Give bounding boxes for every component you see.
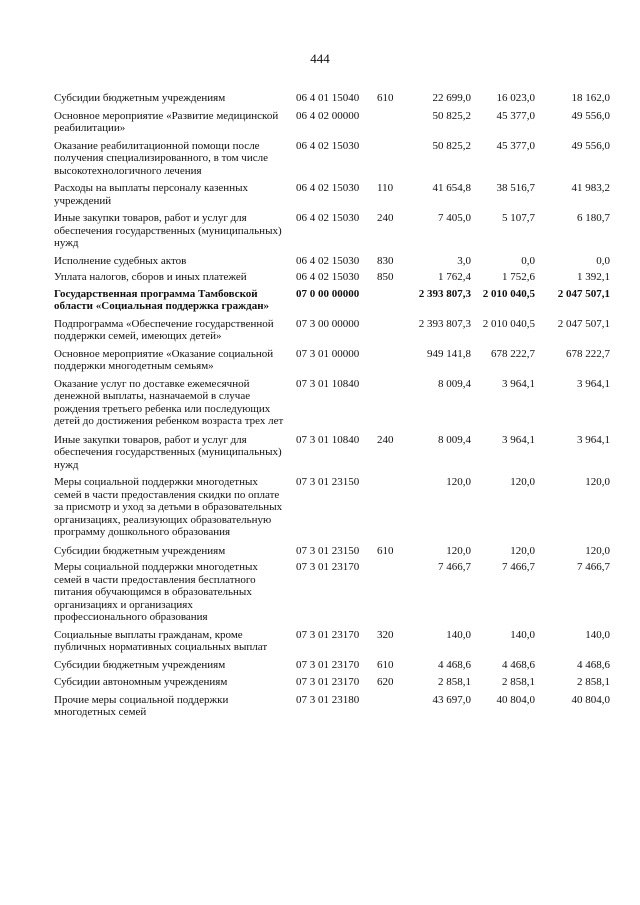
- page-number: 444: [310, 51, 330, 66]
- row-amount-1: 43 697,0: [432, 693, 471, 706]
- row-amount-3: 3 964,1: [577, 433, 610, 446]
- row-amount-1: 41 654,8: [432, 182, 471, 194]
- row-expense-type: 240: [377, 212, 394, 224]
- row-expense-type: 850: [377, 271, 394, 283]
- row-amount-1: 2 393 807,3: [418, 287, 471, 300]
- row-amount-3: 7 466,7: [577, 561, 610, 573]
- row-amount-1: 4 468,6: [438, 658, 471, 671]
- row-name: Иные закупки товаров, работ и услуг для обеспечения государственных (муниципальных) нужд: [54, 433, 282, 471]
- row-expense-type: 610: [377, 92, 394, 104]
- row-code: 07 3 01 23170: [296, 658, 360, 671]
- table-row: [54, 140, 614, 178]
- row-amount-1: 8 009,4: [438, 377, 471, 390]
- row-amount-2: 120,0: [510, 544, 535, 557]
- row-amount-1: 3,0: [457, 254, 471, 267]
- table-row: [54, 545, 614, 558]
- row-amount-3: 0,0: [596, 254, 610, 267]
- row-amount-3: 120,0: [585, 476, 610, 488]
- row-name: Субсидии бюджетным учреждениям: [54, 92, 226, 104]
- row-amount-3: 140,0: [585, 628, 610, 641]
- row-name: Социальные выплаты гражданам, кроме публичных нормативных социальных выплат: [54, 628, 268, 653]
- budget-table: [54, 88, 614, 719]
- row-code: 07 3 01 23170: [296, 561, 360, 573]
- row-name: Уплата налогов, сборов и иных платежей: [54, 271, 247, 283]
- row-code: 07 3 01 00000: [296, 347, 360, 360]
- table-row: [54, 348, 614, 373]
- row-code: 07 3 00 00000: [296, 317, 360, 330]
- row-code: 06 4 02 15030: [296, 254, 360, 267]
- row-expense-type: 320: [377, 628, 394, 641]
- row-amount-2: 140,0: [510, 628, 535, 641]
- table-row: [54, 110, 614, 135]
- row-code: 06 4 01 15040: [296, 92, 360, 104]
- table-row: [54, 255, 614, 268]
- row-amount-2: 4 468,6: [502, 658, 535, 671]
- row-amount-3: 678 222,7: [566, 347, 610, 360]
- row-amount-2: 2 010 040,5: [482, 287, 535, 300]
- table-row: [54, 288, 614, 313]
- table-row: [54, 694, 614, 719]
- row-amount-2: 2 010 040,5: [482, 317, 535, 330]
- row-code: 06 4 02 15030: [296, 212, 360, 224]
- table-row: [54, 318, 614, 343]
- row-code: 07 3 01 23150: [296, 476, 360, 488]
- row-amount-1: 50 825,2: [432, 139, 471, 152]
- row-name: Оказание реабилитационной помощи после получения специализированного, в том числе высокотехнологичного лечения: [54, 139, 268, 177]
- row-code: 07 3 01 10840: [296, 377, 360, 390]
- row-code: 07 3 01 23150: [296, 544, 360, 557]
- row-amount-3: 6 180,7: [577, 212, 610, 224]
- row-amount-2: 2 858,1: [502, 676, 535, 688]
- table-row: [54, 182, 614, 207]
- row-name: Субсидии автономным учреждениям: [54, 676, 228, 688]
- row-code: 06 4 02 15030: [296, 271, 360, 283]
- row-amount-2: 40 804,0: [496, 693, 535, 706]
- row-expense-type: 830: [377, 254, 394, 267]
- row-amount-1: 22 699,0: [432, 92, 471, 104]
- row-amount-2: 16 023,0: [496, 92, 535, 104]
- row-name: Подпрограмма «Обеспечение государственной поддержки семей, имеющих детей»: [54, 317, 274, 342]
- table-row: [54, 271, 614, 284]
- row-code: 07 3 01 23180: [296, 693, 360, 706]
- row-amount-2: 0,0: [521, 254, 535, 267]
- row-amount-2: 7 466,7: [502, 561, 535, 573]
- row-amount-1: 7 466,7: [438, 561, 471, 573]
- row-amount-2: 3 964,1: [502, 377, 535, 390]
- row-name: Основное мероприятие «Развитие медицинской реабилитации»: [54, 109, 279, 134]
- table-row: [54, 561, 614, 624]
- row-amount-2: 678 222,7: [491, 347, 535, 360]
- table-row: [54, 378, 614, 428]
- row-amount-3: 2 047 507,1: [557, 287, 610, 300]
- row-amount-3: 3 964,1: [577, 377, 610, 390]
- row-amount-1: 120,0: [446, 476, 471, 488]
- row-name: Меры социальной поддержки многодетных семей в части предоставления скидки по оплате за присмотр и уход за детьми в образовательных организациях, реализующих образовательную программу дошкольного образования: [54, 476, 283, 538]
- row-name: Меры социальной поддержки многодетных семей в части предоставления бесплатного питания обучающимся в образовательных организациях и организациях профессионального образования: [54, 561, 258, 623]
- row-amount-2: 45 377,0: [496, 139, 535, 152]
- row-amount-1: 949 141,8: [427, 347, 471, 360]
- table-row: [54, 676, 614, 689]
- row-amount-3: 40 804,0: [571, 693, 610, 706]
- row-name: Оказание услуг по доставке ежемесячной денежной выплаты, назначаемой в случае рождения третьего ребенка или последующих детей до достижения ребенком возраста трех лет: [54, 377, 284, 427]
- row-name: Государственная программа Тамбовской области «Социальная поддержка граждан»: [54, 287, 270, 312]
- row-amount-2: 120,0: [510, 476, 535, 488]
- row-amount-1: 140,0: [446, 628, 471, 641]
- row-amount-2: 45 377,0: [496, 109, 535, 122]
- row-amount-1: 120,0: [446, 544, 471, 557]
- row-expense-type: 610: [377, 658, 394, 671]
- row-code: 07 3 01 23170: [296, 676, 360, 688]
- row-amount-3: 4 468,6: [577, 658, 610, 671]
- row-expense-type: 620: [377, 676, 394, 688]
- row-name: Исполнение судебных актов: [54, 254, 187, 267]
- row-expense-type: 610: [377, 544, 394, 557]
- row-name: Прочие меры социальной поддержки многодетных семей: [54, 693, 229, 718]
- row-name: Основное мероприятие «Оказание социальной поддержки многодетным семьям»: [54, 347, 274, 372]
- row-amount-3: 120,0: [585, 544, 610, 557]
- row-amount-3: 2 858,1: [577, 676, 610, 688]
- row-code: 06 4 02 15030: [296, 182, 360, 194]
- row-code: 06 4 02 15030: [296, 139, 360, 152]
- row-amount-3: 41 983,2: [571, 182, 610, 194]
- row-name: Иные закупки товаров, работ и услуг для обеспечения государственных (муниципальных) нужд: [54, 212, 282, 249]
- row-amount-2: 38 516,7: [496, 182, 535, 194]
- row-amount-1: 2 393 807,3: [418, 317, 471, 330]
- row-name: Субсидии бюджетным учреждениям: [54, 544, 226, 557]
- row-amount-3: 49 556,0: [571, 139, 610, 152]
- row-code: 07 0 00 00000: [296, 287, 360, 300]
- table-row: [54, 212, 614, 250]
- row-amount-1: 50 825,2: [432, 109, 471, 122]
- row-amount-1: 2 858,1: [438, 676, 471, 688]
- row-amount-3: 49 556,0: [571, 109, 610, 122]
- row-amount-1: 8 009,4: [438, 433, 471, 446]
- table-row: [54, 92, 614, 105]
- table-row: [54, 476, 614, 539]
- table-row: [54, 629, 614, 654]
- row-amount-3: 1 392,1: [577, 271, 610, 283]
- row-amount-3: 2 047 507,1: [557, 317, 610, 330]
- row-code: 06 4 02 00000: [296, 109, 360, 122]
- row-amount-1: 1 762,4: [438, 271, 471, 283]
- table-row: [54, 659, 614, 672]
- row-expense-type: 240: [377, 433, 394, 446]
- row-amount-1: 7 405,0: [438, 212, 471, 224]
- row-code: 07 3 01 23170: [296, 628, 360, 641]
- row-expense-type: 110: [377, 182, 394, 194]
- row-code: 07 3 01 10840: [296, 433, 360, 446]
- row-amount-3: 18 162,0: [571, 92, 610, 104]
- row-name: Субсидии бюджетным учреждениям: [54, 658, 226, 671]
- row-amount-2: 1 752,6: [502, 271, 535, 283]
- table-row: [54, 434, 614, 472]
- row-name: Расходы на выплаты персоналу казенных учреждений: [54, 182, 248, 207]
- row-amount-2: 5 107,7: [502, 212, 535, 224]
- row-amount-2: 3 964,1: [502, 433, 535, 446]
